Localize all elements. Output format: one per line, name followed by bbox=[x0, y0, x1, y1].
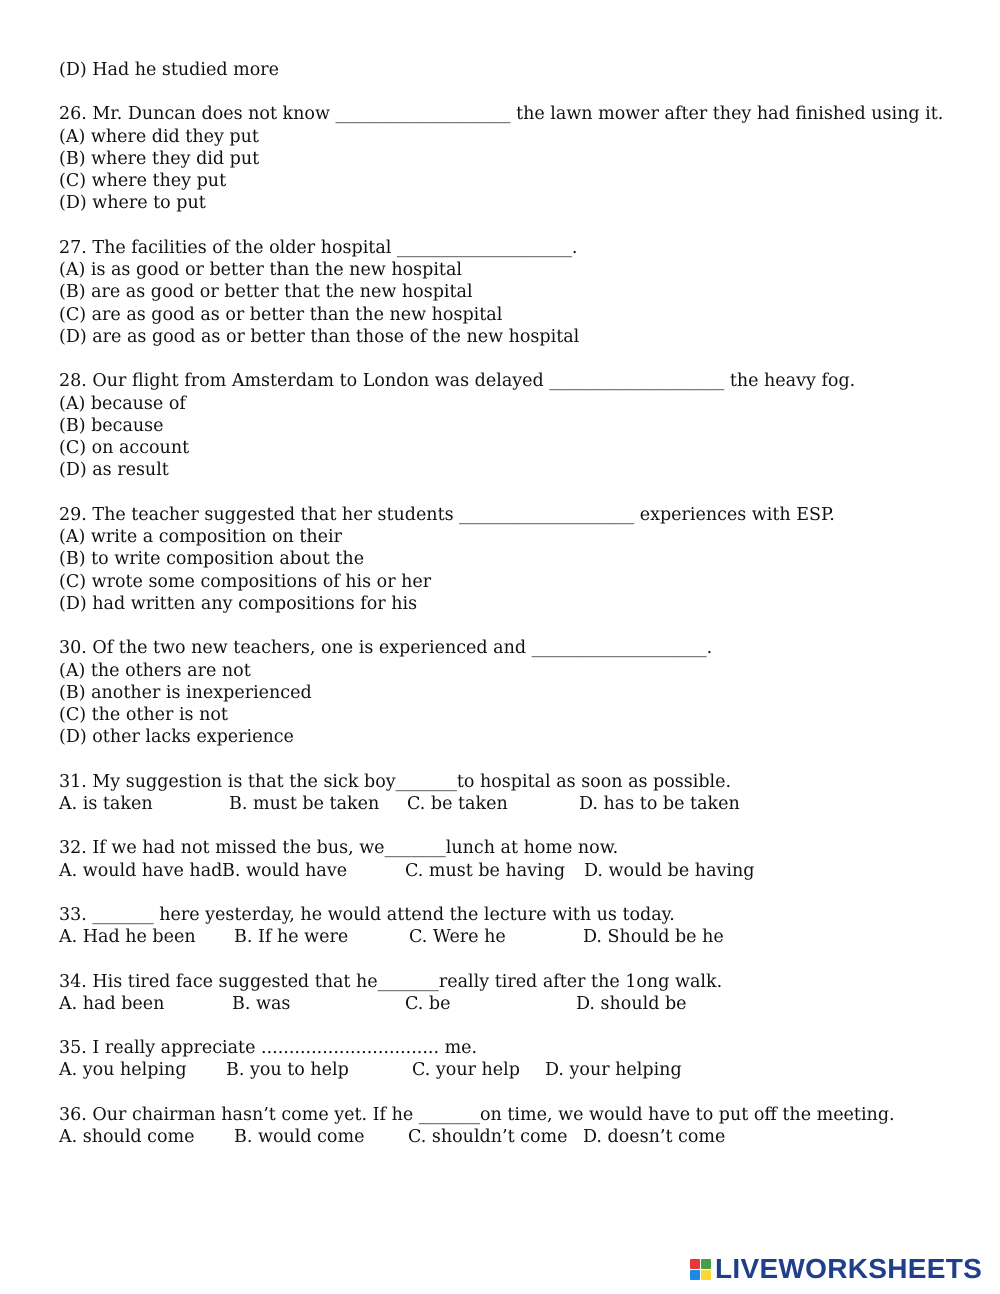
option-b: B. must be taken bbox=[229, 794, 380, 815]
option-c: C. Were he bbox=[409, 927, 506, 948]
option-d: D. would be having bbox=[584, 860, 755, 881]
option-b: B. would have bbox=[222, 860, 348, 881]
option-d: D. your helping bbox=[545, 1060, 682, 1081]
option-c: (C) the other is not bbox=[59, 705, 228, 726]
options-row bbox=[59, 860, 949, 882]
option-d: (D) other lacks experience bbox=[59, 727, 294, 748]
option-a: (A) the others are not bbox=[59, 660, 251, 681]
question-stem: 29. The teacher suggested that her students ____________________ experiences with ESP. bbox=[59, 504, 835, 525]
options-row bbox=[59, 793, 949, 815]
question-stem: 36. Our chairman hasn’t come yet. If he _______on time, we would have to put off the meeting. bbox=[59, 1104, 895, 1125]
option-a: A. is taken bbox=[59, 794, 153, 815]
question-36 bbox=[59, 1104, 949, 1149]
option-a: (A) where did they put bbox=[59, 126, 259, 147]
question-30 bbox=[59, 637, 949, 748]
option-c: C. shouldn’t come bbox=[408, 1126, 568, 1147]
option-a: A. had been bbox=[59, 993, 165, 1014]
option-b: (B) are as good or better that the new hospital bbox=[59, 282, 473, 303]
brand-name: LIVEWORKSHEETS bbox=[715, 1252, 983, 1284]
question-32 bbox=[59, 837, 949, 882]
worksheet bbox=[59, 59, 949, 1170]
option-d: (D) where to put bbox=[59, 193, 206, 214]
logo-blocks-icon bbox=[690, 1259, 711, 1280]
option-a: A. should come bbox=[59, 1126, 195, 1147]
option-d: D. should be bbox=[576, 993, 687, 1014]
question-stem: 33. _______ here yesterday, he would attend the lecture with us today. bbox=[59, 904, 675, 925]
options-row bbox=[59, 993, 949, 1015]
option-d: (D) as result bbox=[59, 460, 169, 481]
question-33 bbox=[59, 904, 949, 949]
option-d: D. Should be he bbox=[583, 927, 724, 948]
option-d: D. doesn’t come bbox=[583, 1126, 726, 1147]
option-d: D. has to be taken bbox=[579, 794, 740, 815]
question-stem: 28. Our flight from Amsterdam to London was delayed ____________________ the heavy fog. bbox=[59, 371, 856, 392]
question-35 bbox=[59, 1037, 949, 1082]
option-b: (B) because bbox=[59, 415, 164, 436]
question-29 bbox=[59, 504, 949, 615]
option-c: (C) are as good as or better than the new hospital bbox=[59, 304, 503, 325]
question-25-tail bbox=[59, 59, 949, 81]
option-b: B. was bbox=[232, 993, 291, 1014]
option-d: (D) are as good as or better than those of the new hospital bbox=[59, 326, 580, 347]
options-row bbox=[59, 1126, 949, 1148]
option-c: C. your help bbox=[412, 1060, 520, 1081]
question-31 bbox=[59, 771, 949, 816]
option-a: (A) write a composition on their bbox=[59, 527, 342, 548]
question-27 bbox=[59, 237, 949, 348]
option-a: (A) is as good or better than the new hospital bbox=[59, 260, 462, 281]
option-a: A. you helping bbox=[59, 1060, 187, 1081]
option-a: A. Had he been bbox=[59, 927, 196, 948]
option-c: (C) where they put bbox=[59, 171, 227, 192]
question-26 bbox=[59, 103, 949, 214]
option-text: (D) Had he studied more bbox=[59, 60, 279, 80]
question-stem: 32. If we had not missed the bus, we_______lunch at home now. bbox=[59, 838, 619, 859]
question-stem: 26. Mr. Duncan does not know ____________________ the lawn mower after they had finished using it. bbox=[59, 104, 944, 125]
liveworksheets-logo bbox=[690, 1254, 982, 1284]
question-34 bbox=[59, 971, 949, 1016]
option-c: C. must be having bbox=[405, 860, 566, 881]
option-a: (A) because of bbox=[59, 393, 186, 414]
options-row bbox=[59, 1059, 949, 1081]
question-stem: 31. My suggestion is that the sick boy_______to hospital as soon as possible. bbox=[59, 771, 732, 792]
option-b: (B) another is inexperienced bbox=[59, 682, 312, 703]
option-b: B. you to help bbox=[226, 1060, 349, 1081]
option-b: B. would come bbox=[234, 1126, 365, 1147]
question-stem: 27. The facilities of the older hospital ____________________. bbox=[59, 237, 578, 258]
question-28 bbox=[59, 370, 949, 481]
question-stem: 30. Of the two new teachers, one is experienced and ____________________. bbox=[59, 638, 713, 659]
question-stem: 34. His tired face suggested that he_______really tired after the 1ong walk. bbox=[59, 971, 723, 992]
option-c: (C) wrote some compositions of his or her bbox=[59, 571, 432, 592]
option-c: C. be taken bbox=[407, 794, 508, 815]
option-c: (C) on account bbox=[59, 438, 190, 459]
option-b: B. If he were bbox=[234, 927, 349, 948]
options-row bbox=[59, 926, 949, 948]
option-c: C. be bbox=[405, 993, 451, 1014]
question-stem: 35. I really appreciate ................................ me. bbox=[59, 1038, 478, 1059]
option-b: (B) where they did put bbox=[59, 148, 260, 169]
option-b: (B) to write composition about the bbox=[59, 549, 365, 570]
option-a: A. would have had bbox=[59, 860, 223, 881]
option-d: (D) had written any compositions for his bbox=[59, 593, 418, 614]
